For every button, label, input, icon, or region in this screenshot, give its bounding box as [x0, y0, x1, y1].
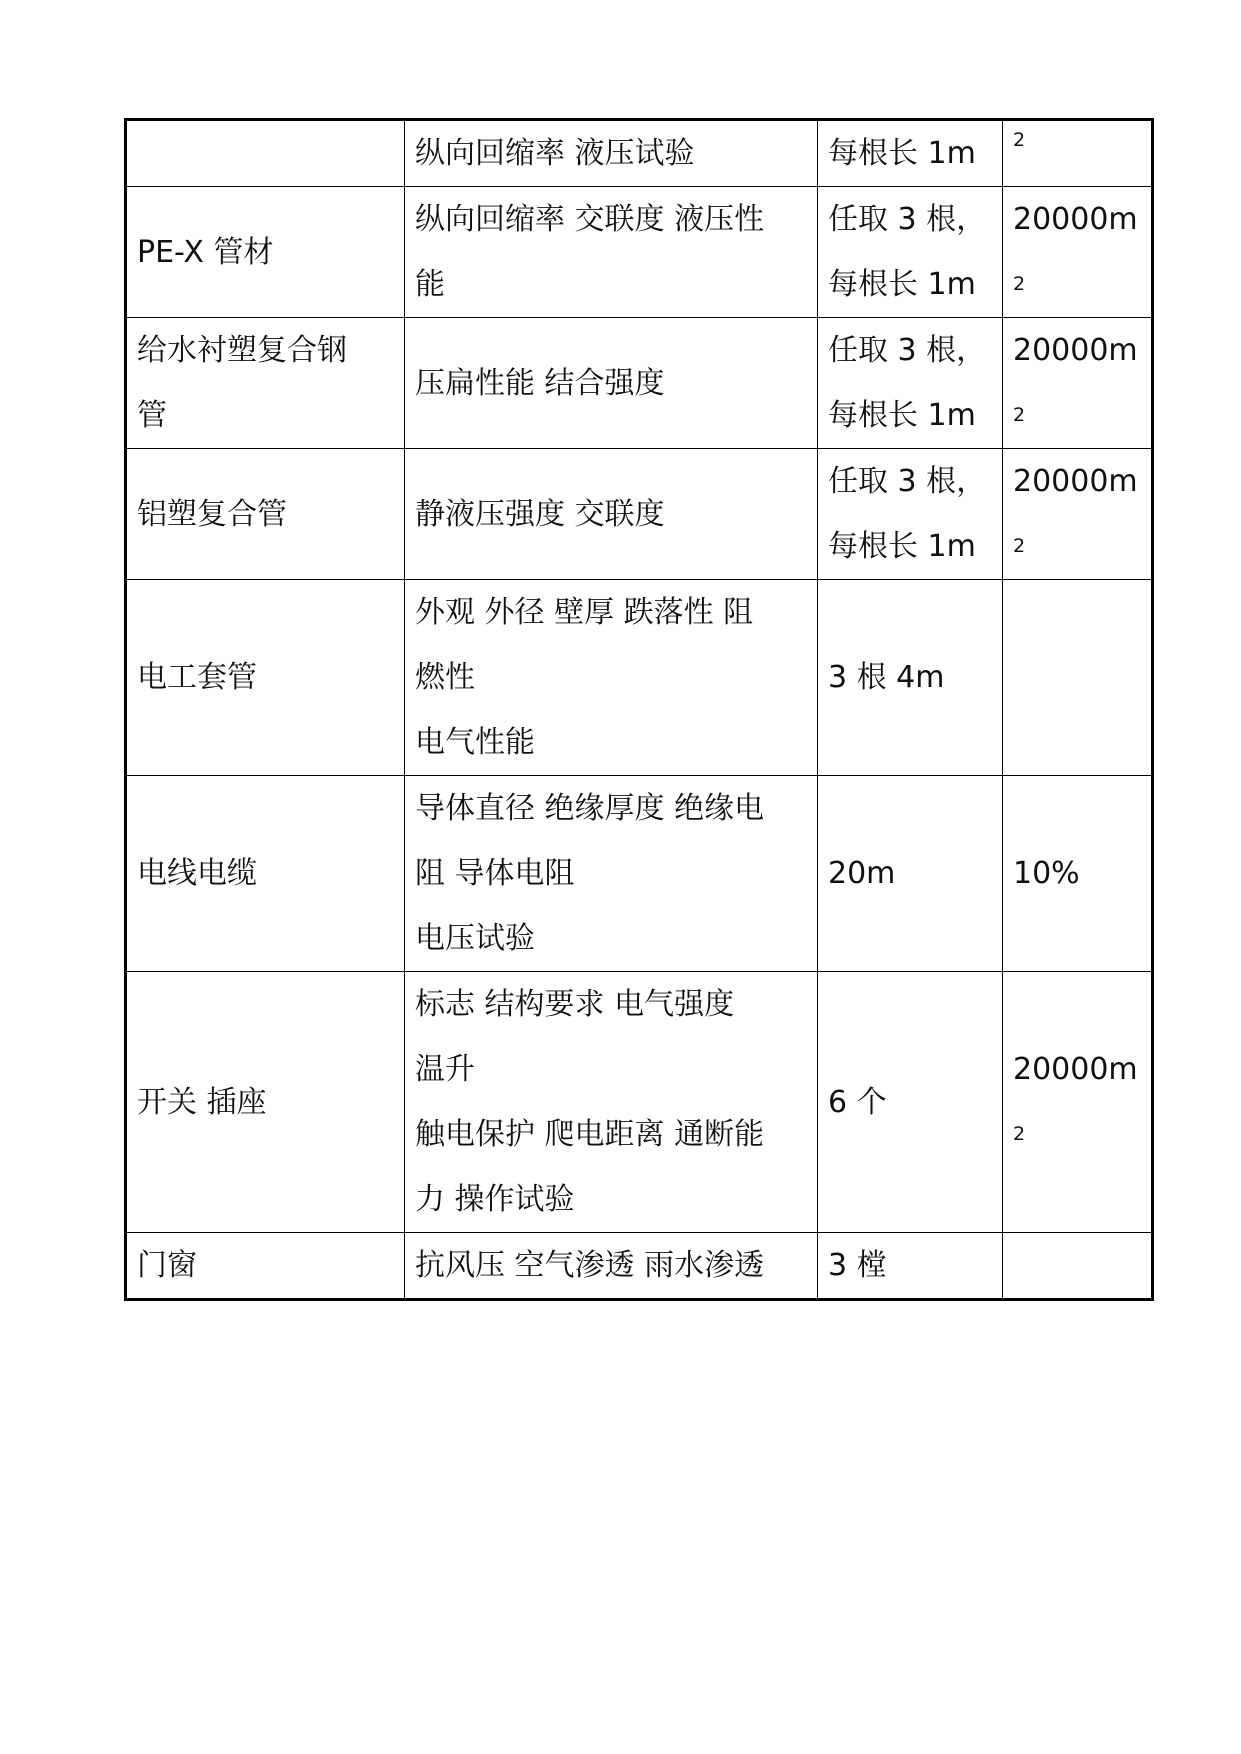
- tests-cell: 标志 结构要求 电气强度 温升 触电保护 爬电距离 通断能 力 操作试验: [405, 972, 818, 1233]
- batch-cell: [1003, 120, 1153, 187]
- sample-cell: 任取 3 根， 每根长 1m: [818, 318, 1003, 449]
- item-cell: 开关 插座: [126, 972, 405, 1233]
- batch-cell: 20000m 2: [1003, 318, 1153, 449]
- tests-cell: 纵向回缩率 交联度 液压性 能: [405, 187, 818, 318]
- item-cell: PE-X 管材: [126, 187, 405, 318]
- item-cell: 门窗: [126, 1233, 405, 1300]
- sample-cell: 3 樘: [818, 1233, 1003, 1300]
- tests-cell: 纵向回缩率 液压试验: [405, 120, 818, 187]
- item-cell: 铝塑复合管: [126, 449, 405, 580]
- table-row: [126, 580, 1153, 776]
- table-row: [126, 318, 1153, 449]
- batch-cell: 20000m 2: [1003, 187, 1153, 318]
- table-row: [126, 120, 1153, 187]
- batch-cell: [1003, 580, 1153, 776]
- tests-cell: 抗风压 空气渗透 雨水渗透: [405, 1233, 818, 1300]
- batch-cell: 10%: [1003, 776, 1153, 972]
- batch-cell: 20000m 2: [1003, 449, 1153, 580]
- sample-cell: 3 根 4m: [818, 580, 1003, 776]
- tests-cell: 导体直径 绝缘厚度 绝缘电 阻 导体电阻 电压试验: [405, 776, 818, 972]
- table-row: [126, 1233, 1153, 1300]
- tests-cell: 外观 外径 壁厚 跌落性 阻 燃性 电气性能: [405, 580, 818, 776]
- item-cell: 电工套管: [126, 580, 405, 776]
- batch-cell: [1003, 1233, 1153, 1300]
- item-cell: 电线电缆: [126, 776, 405, 972]
- table-row: [126, 187, 1153, 318]
- superscript-2: 2: [1013, 273, 1026, 295]
- sample-cell: 6 个: [818, 972, 1003, 1233]
- sample-cell: 任取 3 根， 每根长 1m: [818, 187, 1003, 318]
- inspection-spec-table: [124, 118, 1154, 1301]
- sample-cell: 20m: [818, 776, 1003, 972]
- tests-cell: 压扁性能 结合强度: [405, 318, 818, 449]
- superscript-2: 2: [1013, 1123, 1026, 1145]
- table-row: [126, 972, 1153, 1233]
- superscript-2: 2: [1013, 535, 1026, 557]
- item-cell: 给水衬塑复合钢 管: [126, 318, 405, 449]
- superscript-2: 2: [1013, 129, 1026, 151]
- sample-cell: 任取 3 根， 每根长 1m: [818, 449, 1003, 580]
- tests-cell: 静液压强度 交联度: [405, 449, 818, 580]
- table-row: [126, 449, 1153, 580]
- sample-cell: 每根长 1m: [818, 120, 1003, 187]
- batch-cell: 20000m 2: [1003, 972, 1153, 1233]
- item-cell: [126, 120, 405, 187]
- superscript-2: 2: [1013, 404, 1026, 426]
- table-row: [126, 776, 1153, 972]
